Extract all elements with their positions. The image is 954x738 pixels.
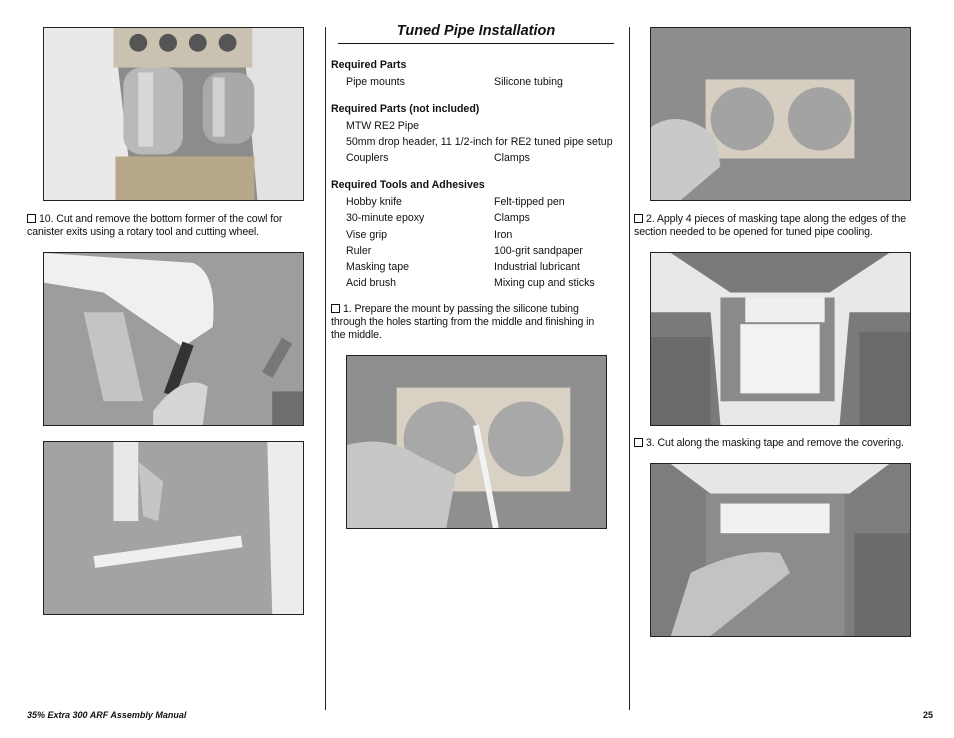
list-item: 30-minute epoxy Clamps — [346, 212, 530, 224]
photo-masking-tape-on-cowl — [650, 252, 911, 426]
list-item: Ruler 100-grit sandpaper — [346, 245, 583, 257]
list-item: 50mm drop header, 11 1/2-inch for RE2 tuned pipe setup — [346, 136, 613, 148]
step-3-text: 3. Cut along the masking tape and remove the covering. — [634, 437, 934, 450]
photo-cutting-covering — [650, 463, 911, 637]
checkbox[interactable] — [331, 304, 340, 313]
step-1-text: 1. Prepare the mount by passing the silicone tubing through the holes starting from the middle and finishing in the middle. — [331, 303, 595, 341]
list-item: MTW RE2 Pipe — [346, 120, 419, 132]
photo-hand-holding-mount — [650, 27, 911, 201]
photo-removed-former-strip — [43, 441, 304, 615]
photo-rotary-tool-cutting — [43, 252, 304, 426]
page-number: 25 — [923, 710, 934, 720]
photo-mount-silicone-tubing — [346, 355, 607, 529]
list-item: Pipe mounts Silicone tubing — [346, 76, 563, 88]
list-item: Couplers Clamps — [346, 152, 530, 164]
checkbox[interactable] — [27, 214, 36, 223]
checkbox[interactable] — [634, 214, 643, 223]
tools-heading: Required Tools and Adhesives — [331, 179, 485, 191]
column-divider-left — [325, 27, 326, 710]
list-item: Hobby knife Felt-tipped pen — [346, 196, 565, 208]
list-item: Vise grip Iron — [346, 229, 513, 241]
required-parts-heading: Required Parts — [331, 59, 407, 71]
list-item: Acid brush Mixing cup and sticks — [346, 277, 595, 289]
list-item: Masking tape Industrial lubricant — [346, 261, 580, 273]
checkbox[interactable] — [634, 438, 643, 447]
step-2-text: 2. Apply 4 pieces of masking tape along the edges of the section needed to be opened for tuned pipe cooling. — [634, 213, 907, 238]
footer-manual-title: 35% Extra 300 ARF Assembly Manual — [27, 710, 187, 720]
step-10-text: 10. Cut and remove the bottom former of the cowl for canister exits using a rotary tool and cutting wheel. — [27, 213, 283, 238]
required-parts-not-included-heading: Required Parts (not included) — [331, 103, 480, 115]
column-divider-right — [629, 27, 630, 710]
photo-canisters-in-cowl — [43, 27, 304, 201]
page-title: Tuned Pipe Installation — [338, 23, 614, 44]
